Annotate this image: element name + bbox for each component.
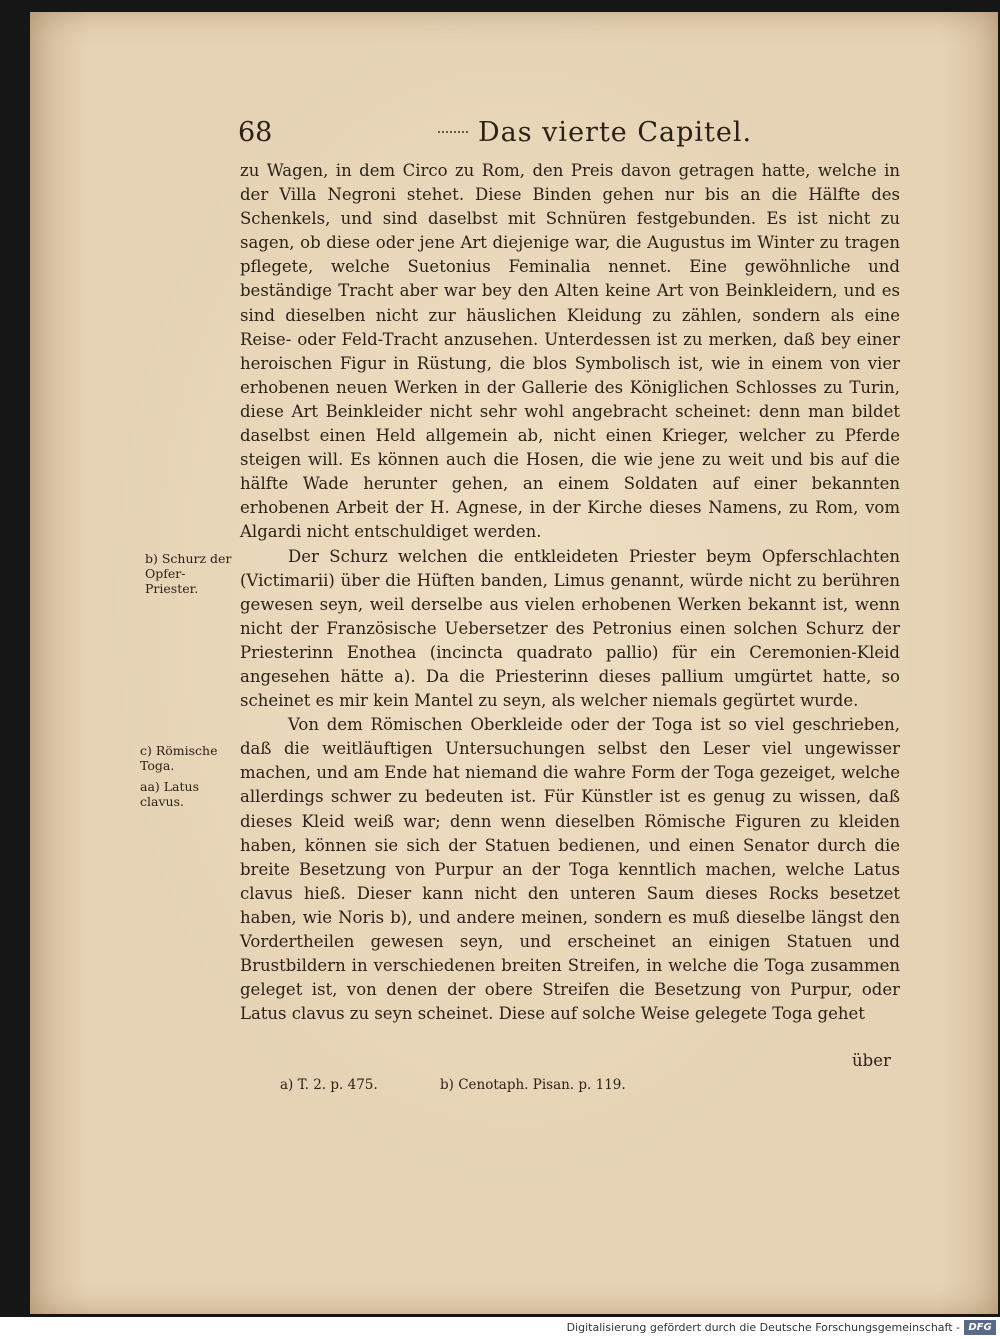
footnote: a) T. 2. p. 475. bbox=[280, 1077, 378, 1093]
paragraph: Der Schurz welchen die entkleideten Priester beym Opferschlachten (Victimarii) über die Hüften banden, Limus genannt, würde nicht zu berühren gewesen seyn, weil derselbe aus vielen erhobenen Werken bekannt ist, wenn nicht der Französische Uebersetzer des Petronius einen solchen Schurz der Priesterinn Enothea (incincta quadrato pallio) für ein Ceremonien-Kleid angesehen hätte a). Da die Priesterinn dieses pallium umgürtet hatte, so scheinet es mir kein Mantel zu seyn, als welcher niemals gegürtet wurde. bbox=[240, 546, 900, 711]
paragraph: Von dem Römischen Oberkleide oder der Toga ist so viel geschrieben, daß die weitläuftigen Untersuchungen selbst den Leser viel ungewisser machen, und am Ende hat niemand die wahre Form der Toga gezeiget, welche allerdings schwer zu bedeuten ist. Für Künstler ist es genug zu wissen, daß dieses Kleid weiß war; denn wenn dieselben Römische Figuren zu kleiden haben, können sie sich der Statuen bedienen, und einen Senator durch die breite Besetzung von Purpur an der Toga kenntlich machen, welche Latus clavus hieß. Dieser kann nicht den unteren Saum dieses Rocks besetzet haben, wie Noris b), und andere meinen, sondern es muß dieselbe längst den Vordertheilen gewesen seyn, und erscheinet an einigen Statuen und Brustbildern in verschiedenen breiten Streifen, in welche die Toga zusammen geleget ist, von denen der obere Streifen die Besetzung von Purpur, oder Latus clavus zu seyn scheinet. Diese auf solche Weise gelegete Toga gehet bbox=[240, 715, 900, 1024]
footnote: b) Cenotaph. Pisan. p. 119. bbox=[440, 1077, 626, 1093]
main-text bbox=[240, 159, 900, 1026]
marginal-note: b) Schurz der Opfer-Priester. bbox=[145, 551, 232, 596]
catchword: über bbox=[852, 1051, 891, 1070]
footer-credit: Digitalisierung gefördert durch die Deutsche Forschungsgemeinschaft - bbox=[566, 1321, 960, 1334]
marginal-note: c) Römische Toga. bbox=[140, 743, 218, 773]
header-ornament bbox=[438, 131, 468, 137]
dfg-logo: DFG bbox=[964, 1320, 996, 1335]
running-title: Das vierte Capitel. bbox=[478, 117, 753, 148]
paragraph: zu Wagen, in dem Circo zu Rom, den Preis davon getragen hatte, welche in der Villa Negroni stehet. Diese Binden gehen nur bis an die Hälfte des Schenkels, und sind daselbst mit Schnüren festgebunden. Es ist nicht zu sagen, ob diese oder jene Art diejenige war, die Augustus im Winter zu tragen pflegete, welche Suetonius Feminalia nennet. Eine gewöhnliche und beständige Tracht aber war bey den Alten keine Art von Beinkleidern, und es sind dieselben nicht zur häuslichen Kleidung zu zählen, sondern als eine Reise- oder Feld-Tracht anzusehen. Unterdessen ist zu merken, daß bey einer heroischen Figur in Rüstung, die blos Symbolisch ist, wie in einem von vier erhobenen neuen Werken in der Gallerie des Königlichen Schlosses zu Turin, diese Art Beinkleider nicht sehr wohl angebracht scheinet: denn man bildet daselbst einen Held allgemein ab, nicht einen Krieger, welcher zu Pferde steigen will. Es können auch die Hosen, die wie jene zu weit und bis auf die hälfte Wade herunter gehen, an einem Soldaten auf einer bekannten erhobenen Arbeit der H. Agnese, in der Kirche dieses Namens, zu Rom, vom Algardi nicht entschuldiget werden. bbox=[240, 161, 900, 542]
page-header bbox=[238, 117, 898, 153]
footer-bar bbox=[0, 1317, 1000, 1339]
page-number: 68 bbox=[238, 117, 273, 148]
marginal-note: aa) Latus clavus. bbox=[140, 779, 199, 809]
